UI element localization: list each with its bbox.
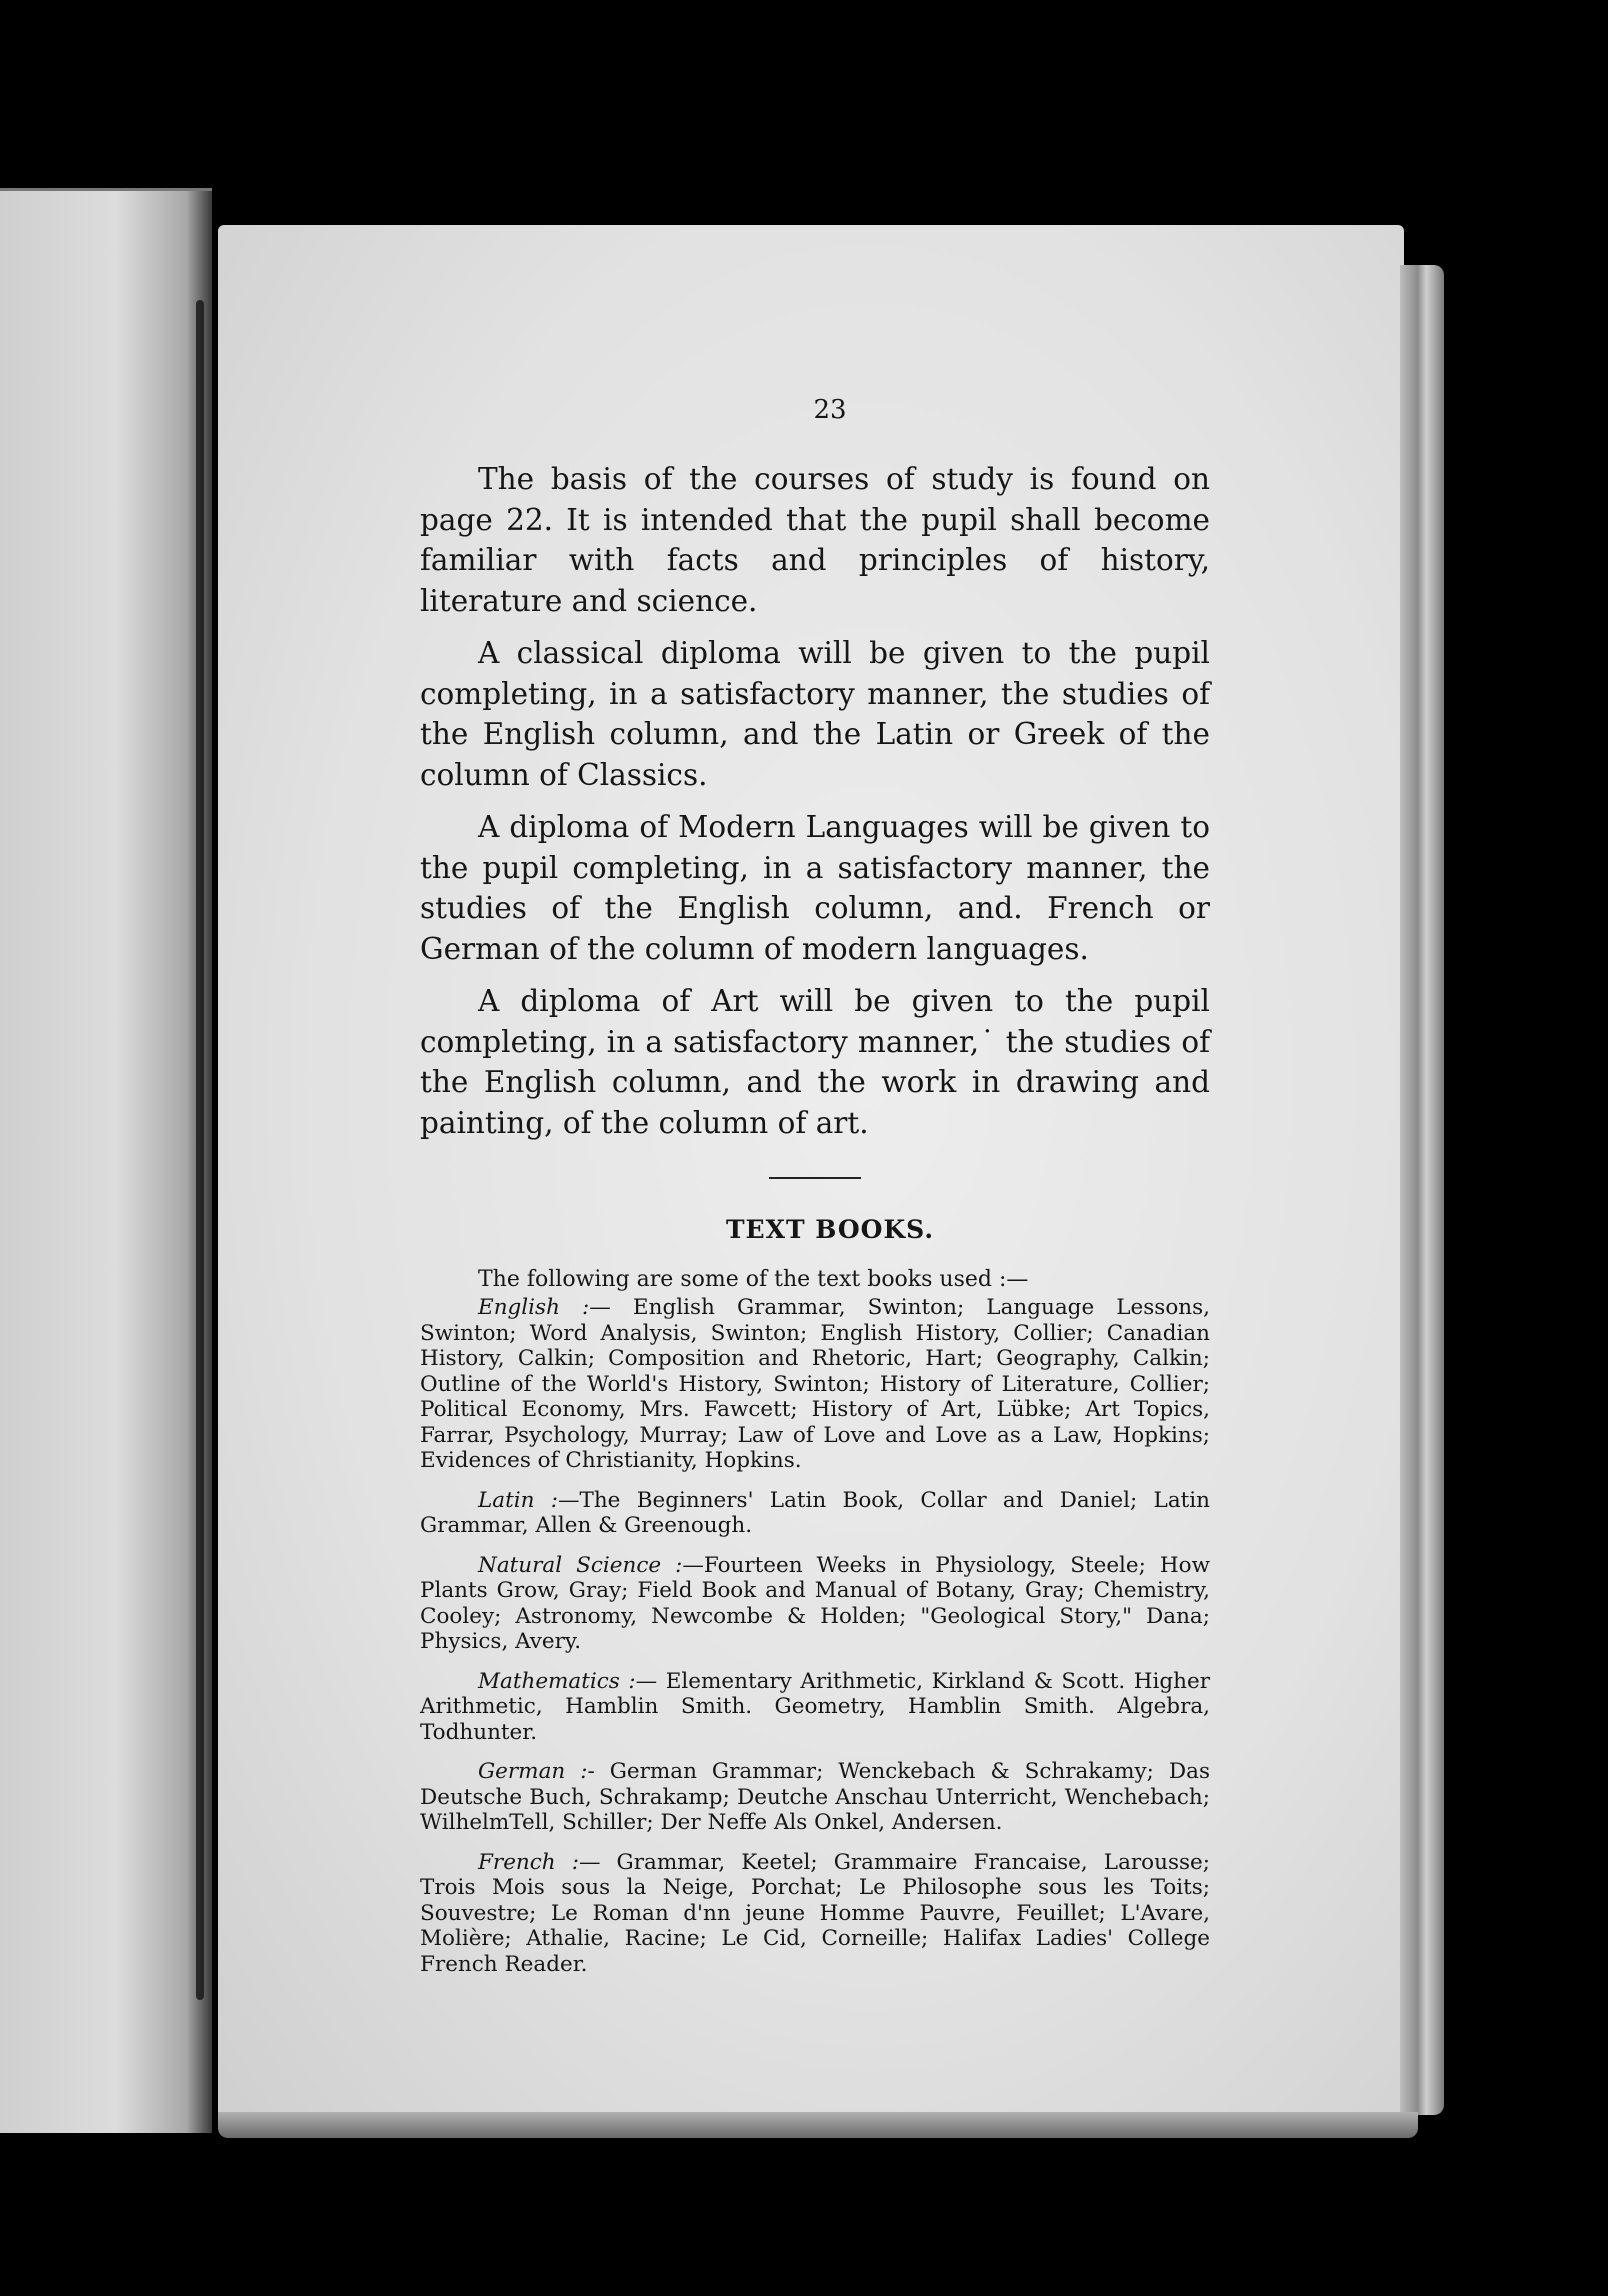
section-title: TEXT BOOKS. bbox=[725, 1215, 935, 1244]
book-entry-latin bbox=[420, 1488, 1210, 1539]
subject-label: French : bbox=[478, 1849, 579, 1875]
book-list: —The Beginners' Latin Book, Collar and Daniel; Latin Grammar, Allen & Greenough. bbox=[420, 1487, 1210, 1538]
paragraph-classical-diploma: A classical diploma will be given to the pupil completing, in a satisfactory manner, the studies of the English column, and the Latin or Greek of the column of Classics. bbox=[420, 636, 1210, 792]
paragraph-courses-basis: The basis of the courses of study is found on page 22. It is intended that the pupil shall become familiar with facts and principles of history, literature and science. bbox=[420, 462, 1210, 618]
subject-label: Latin : bbox=[478, 1487, 558, 1513]
subject-label: German : bbox=[478, 1759, 588, 1784]
page-text bbox=[420, 395, 1210, 1991]
page-edge bbox=[1400, 265, 1444, 2115]
binding-thread bbox=[196, 300, 204, 2000]
subject-label: English : bbox=[478, 1295, 590, 1320]
book-entry-natural-science bbox=[420, 1553, 1210, 1655]
book-list: - German Grammar; Wenckebach & Schrakamy; Das Deutsche Buch, Schrakamp; Deutche Anschau Unterricht, Wenchebach; WilhelmTell, Schiller; Der Neffe Als Onkel, Andersen. bbox=[420, 1759, 1211, 1835]
page-number: 23 bbox=[813, 395, 847, 425]
book-list: —Fourteen Weeks in Physiology, Steele; How Plants Grow, Gray; Field Book and Manual of Botany, Gray; Chemistry, Cooley; Astronomy, Newcombe & Holden; "Geological Story," Dana; Physics, Avery. bbox=[420, 1552, 1210, 1654]
book-list: — Elementary Arithmetic, Kirkland & Scott. Higher Arithmetic, Hamblin Smith. Geometry, Hamblin Smith. Algebra, Todhunter. bbox=[420, 1668, 1210, 1745]
book-entry-english bbox=[420, 1295, 1210, 1474]
paragraph-art-diploma: A diploma of Art will be given to the pupil completing, in a satisfactory manner,˙ the studies of the English column, and the work in drawing and painting, of the column of art. bbox=[420, 984, 1210, 1140]
book-entry-mathematics bbox=[420, 1669, 1210, 1746]
section-divider bbox=[769, 1177, 861, 1179]
subject-label: Natural Science : bbox=[478, 1552, 683, 1578]
left-page bbox=[0, 188, 212, 2133]
book-entry-french bbox=[420, 1850, 1210, 1978]
book-list: — Grammar, Keetel; Grammaire Francaise, Larousse; Trois Mois sous la Neige, Porchat; Le Philosophe sous les Toits; Souvestre; Le Roman d'nn jeune Homme Pauvre, Feuillet; L'Avare, Molière; Athalie, Racine; Le Cid, Corneille; Halifax Ladies' College French Reader. bbox=[420, 1849, 1211, 1977]
book-list: — English Grammar, Swinton; Language Lessons, Swinton; Word Analysis, Swinton; English History, Collier; Canadian History, Calkin; Composition and Rhetoric, Hart; Geography, Calkin; Outline of the World's History, Swinton; History of Literature, Collier; Political Economy, Mrs. Fawcett; History of Art, Lübke; Art Topics, Farrar, Psychology, Murray; Law of Love and Love as a Law, Hopkins; Evidences of Christianity, Hopkins. bbox=[420, 1295, 1210, 1473]
subject-label: Mathematics : bbox=[478, 1668, 636, 1694]
text-books-intro: The following are some of the text books used :— bbox=[478, 1267, 1029, 1292]
book-entry-german bbox=[420, 1759, 1210, 1836]
bottom-page-edge bbox=[218, 2112, 1418, 2138]
paragraph-modern-languages-diploma: A diploma of Modern Languages will be given to the pupil completing, in a satisfactory manner, the studies of the English column, and. French or German of the column of modern languages. bbox=[420, 810, 1210, 966]
